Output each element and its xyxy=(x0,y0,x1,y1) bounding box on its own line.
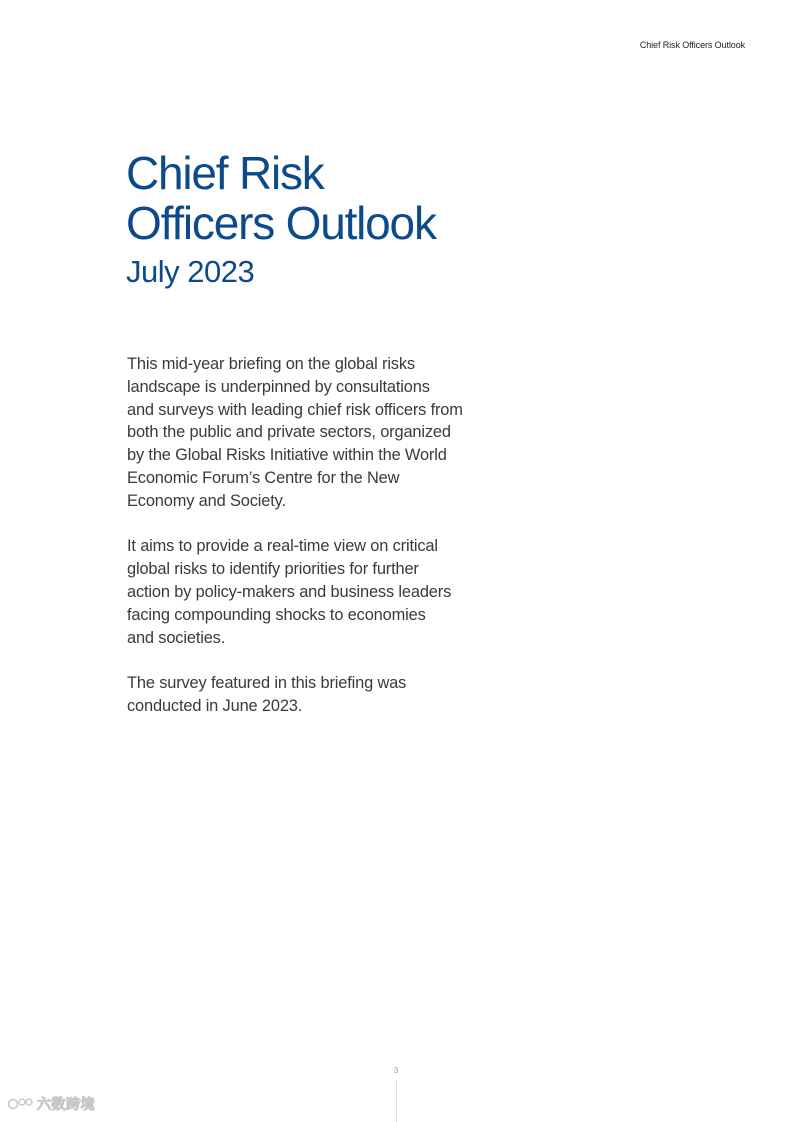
text-line: This mid-year briefing on the global risks xyxy=(127,355,415,373)
text-line: conducted in June 2023. xyxy=(127,696,303,715)
page-number: 3 xyxy=(393,1066,399,1075)
paragraph-survey xyxy=(127,672,499,718)
text-line: landscape is underpinned by consultations xyxy=(127,377,430,396)
report-date: July 2023 xyxy=(126,254,255,289)
page-title-line-1: Chief Risk xyxy=(126,147,324,199)
running-header: Chief Risk Officers Outlook xyxy=(639,40,745,50)
text-line: and societies. xyxy=(127,628,226,647)
intro-text xyxy=(127,353,499,741)
paragraph-briefing xyxy=(127,353,499,513)
text-line: The survey featured in this briefing was xyxy=(127,674,407,693)
text-line: and surveys with leading chief risk officers from xyxy=(127,400,463,419)
watermark xyxy=(8,1094,95,1114)
page-title-line-2: Officers Outlook xyxy=(126,197,436,249)
paragraph-aims xyxy=(127,535,499,649)
watermark-logo-icon xyxy=(8,1097,34,1111)
text-line: by the Global Risks Initiative within the World xyxy=(127,446,447,465)
text-line: action by policy-makers and business leaders xyxy=(127,582,452,601)
text-line: facing compounding shocks to economies xyxy=(127,605,426,624)
page-divider xyxy=(396,1080,397,1122)
watermark-text: 六数跨境 xyxy=(37,1097,95,1113)
text-line: Economy and Society. xyxy=(127,491,286,510)
title-block xyxy=(126,148,436,290)
text-line: global risks to identify priorities for further xyxy=(127,560,419,579)
text-line: It aims to provide a real-time view on critical xyxy=(127,537,438,556)
text-line: Economic Forum’s Centre for the New xyxy=(127,468,400,487)
text-line: both the public and private sectors, organized xyxy=(127,423,451,442)
